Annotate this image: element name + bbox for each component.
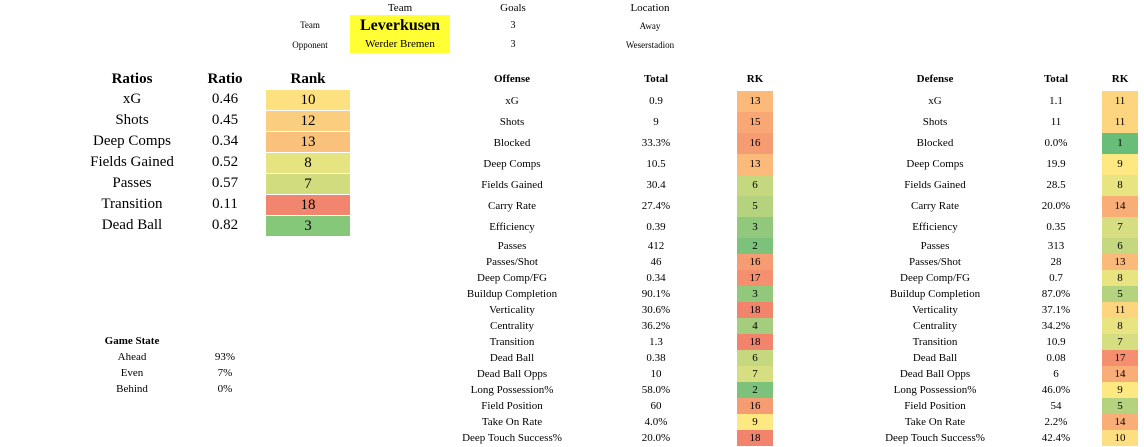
ratio-rank-cell: 13 xyxy=(266,132,350,152)
game-state-title: Game State xyxy=(104,335,160,347)
defense-rank-cell: 14 xyxy=(1102,366,1138,382)
offense-metric-total: 9 xyxy=(653,116,659,128)
ratio-rank-cell: 7 xyxy=(266,174,350,194)
offense-rank-cell: 16 xyxy=(737,398,773,414)
defense-metric-label: Take On Rate xyxy=(904,416,966,428)
rank-header: Rank xyxy=(290,71,326,87)
offense-metric-label: Verticality xyxy=(489,304,535,316)
ratio-rank-cell: 3 xyxy=(266,216,350,236)
team-goals: 3 xyxy=(510,20,516,31)
offense-metric-label: Field Position xyxy=(481,400,543,412)
opponent-goals: 3 xyxy=(510,39,516,50)
defense-metric-label: Dead Ball xyxy=(912,352,958,364)
defense-rk-header: RK xyxy=(1111,73,1129,85)
defense-metric-total: 11 xyxy=(1050,116,1062,128)
defense-metric-total: 0.08 xyxy=(1046,352,1066,364)
ratio-value: 0.57 xyxy=(211,175,239,191)
defense-metric-total: 28.5 xyxy=(1046,179,1066,191)
game-state-label: Even xyxy=(120,367,144,379)
offense-rank-cell: 2 xyxy=(737,238,773,254)
defense-metric-total: 20.0% xyxy=(1041,200,1071,212)
offense-total-header: Total xyxy=(643,73,669,85)
offense-metric-label: Passes/Shot xyxy=(486,256,538,268)
defense-rank-cell: 8 xyxy=(1102,175,1138,196)
ratio-label: Transition xyxy=(101,196,163,212)
game-state-value: 93% xyxy=(214,351,236,363)
ratio-rank-cell: 12 xyxy=(266,111,350,131)
ratio-value: 0.82 xyxy=(211,217,239,233)
defense-metric-total: 0.0% xyxy=(1044,137,1068,149)
defense-metric-label: Centrality xyxy=(913,320,957,332)
offense-metric-label: Blocked xyxy=(493,137,531,149)
defense-rank-cell: 5 xyxy=(1102,286,1138,302)
defense-rank-cell: 14 xyxy=(1102,196,1138,217)
offense-metric-label: Carry Rate xyxy=(488,200,536,212)
offense-rank-cell: 5 xyxy=(737,196,773,217)
defense-metric-total: 313 xyxy=(1047,240,1065,252)
defense-rank-cell: 11 xyxy=(1102,91,1138,112)
defense-metric-label: Transition xyxy=(912,336,958,348)
offense-metric-total: 58.0% xyxy=(641,384,671,396)
defense-metric-label: Fields Gained xyxy=(904,179,966,191)
defense-metric-total: 34.2% xyxy=(1041,320,1071,332)
defense-metric-label: Buildup Completion xyxy=(889,288,981,300)
offense-metric-total: 33.3% xyxy=(641,137,671,149)
defense-metric-label: xG xyxy=(928,95,942,107)
game-state-value: 7% xyxy=(217,367,233,379)
offense-metric-label: Take On Rate xyxy=(481,416,543,428)
offense-metric-total: 0.39 xyxy=(646,221,666,233)
offense-rank-cell: 7 xyxy=(737,366,773,382)
team-name: Leverkusen xyxy=(360,17,440,34)
ratio-value: 0.45 xyxy=(211,112,239,128)
offense-metric-total: 60 xyxy=(650,400,662,412)
offense-rank-cell: 2 xyxy=(737,382,773,398)
ratio-rank-cell: 10 xyxy=(266,90,350,110)
defense-metric-label: Deep Comp/FG xyxy=(900,272,970,284)
offense-metric-label: Passes xyxy=(497,240,527,252)
defense-metric-label: Efficiency xyxy=(912,221,958,233)
defense-metric-label: Field Position xyxy=(904,400,966,412)
opponent-name: Werder Bremen xyxy=(365,38,435,50)
defense-rank-cell: 9 xyxy=(1102,154,1138,175)
offense-metric-label: Dead Ball xyxy=(489,352,535,364)
opponent-location: Weserstadion xyxy=(625,40,675,50)
offense-rank-cell: 13 xyxy=(737,91,773,112)
defense-rank-cell: 17 xyxy=(1102,350,1138,366)
offense-metric-label: Efficiency xyxy=(489,221,535,233)
defense-rank-cell: 11 xyxy=(1102,112,1138,133)
defense-rank-cell: 8 xyxy=(1102,318,1138,334)
defense-rank-cell: 9 xyxy=(1102,382,1138,398)
offense-metric-label: Buildup Completion xyxy=(466,288,558,300)
offense-metric-total: 0.9 xyxy=(649,95,663,107)
defense-metric-total: 19.9 xyxy=(1046,158,1066,170)
offense-metric-total: 46 xyxy=(650,256,662,268)
offense-rank-cell: 6 xyxy=(737,175,773,196)
game-state-value: 0% xyxy=(217,383,233,395)
defense-metric-label: Long Possession% xyxy=(893,384,977,396)
location-column-header: Location xyxy=(630,2,670,14)
offense-rank-cell: 16 xyxy=(737,133,773,154)
offense-metric-total: 27.4% xyxy=(641,200,671,212)
team-location: Away xyxy=(639,21,661,31)
defense-metric-total: 28 xyxy=(1050,256,1062,268)
defense-metric-total: 46.0% xyxy=(1041,384,1071,396)
offense-metric-label: Fields Gained xyxy=(481,179,543,191)
ratio-label: Fields Gained xyxy=(90,154,174,170)
offense-metric-total: 412 xyxy=(647,240,665,252)
ratio-label: xG xyxy=(122,91,142,107)
defense-rank-cell: 6 xyxy=(1102,238,1138,254)
opponent-row-label: Opponent xyxy=(292,40,328,50)
offense-metric-label: Deep Comps xyxy=(483,158,541,170)
ratio-value: 0.46 xyxy=(211,91,239,107)
offense-rank-cell: 18 xyxy=(737,302,773,318)
game-state-label: Ahead xyxy=(117,351,147,363)
offense-metric-label: Deep Comp/FG xyxy=(477,272,547,284)
defense-metric-label: Passes/Shot xyxy=(909,256,961,268)
defense-rank-cell: 7 xyxy=(1102,334,1138,350)
ratio-value: 0.11 xyxy=(212,196,238,212)
offense-metric-total: 30.4 xyxy=(646,179,666,191)
ratios-header: Ratios xyxy=(111,71,153,87)
defense-metric-label: Deep Touch Success% xyxy=(885,432,985,444)
ratio-label: Deep Comps xyxy=(93,133,171,149)
offense-metric-label: Deep Touch Success% xyxy=(462,432,562,444)
defense-rank-cell: 7 xyxy=(1102,217,1138,238)
defense-metric-total: 87.0% xyxy=(1041,288,1071,300)
defense-metric-total: 0.7 xyxy=(1049,272,1063,284)
defense-rank-cell: 13 xyxy=(1102,254,1138,270)
offense-metric-total: 10.5 xyxy=(646,158,666,170)
offense-metric-total: 0.38 xyxy=(646,352,666,364)
offense-rank-cell: 18 xyxy=(737,334,773,350)
offense-rank-cell: 16 xyxy=(737,254,773,270)
offense-rk-header: RK xyxy=(746,73,764,85)
defense-metric-label: Dead Ball Opps xyxy=(899,368,971,380)
offense-metric-label: Shots xyxy=(499,116,525,128)
offense-metric-total: 1.3 xyxy=(649,336,663,348)
offense-metric-label: Dead Ball Opps xyxy=(476,368,548,380)
goals-column-header: Goals xyxy=(500,2,526,14)
offense-metric-label: Transition xyxy=(489,336,535,348)
defense-metric-total: 42.4% xyxy=(1041,432,1071,444)
defense-metric-total: 6 xyxy=(1053,368,1059,380)
offense-rank-cell: 3 xyxy=(737,286,773,302)
defense-metric-total: 0.35 xyxy=(1046,221,1066,233)
defense-header: Defense xyxy=(916,73,954,85)
offense-metric-total: 36.2% xyxy=(641,320,671,332)
ratio-header: Ratio xyxy=(207,71,243,87)
offense-rank-cell: 9 xyxy=(737,414,773,430)
defense-metric-label: Blocked xyxy=(916,137,954,149)
game-state-label: Behind xyxy=(116,383,148,395)
offense-rank-cell: 15 xyxy=(737,112,773,133)
defense-metric-label: Passes xyxy=(920,240,950,252)
offense-rank-cell: 3 xyxy=(737,217,773,238)
offense-rank-cell: 17 xyxy=(737,270,773,286)
defense-rank-cell: 14 xyxy=(1102,414,1138,430)
defense-metric-label: Verticality xyxy=(912,304,958,316)
offense-metric-total: 90.1% xyxy=(641,288,671,300)
ratio-label: Shots xyxy=(115,112,149,128)
ratio-rank-cell: 18 xyxy=(266,195,350,215)
ratio-label: Dead Ball xyxy=(101,217,163,233)
defense-metric-label: Carry Rate xyxy=(911,200,959,212)
offense-metric-total: 10 xyxy=(650,368,662,380)
team-row-label: Team xyxy=(300,20,320,30)
defense-total-header: Total xyxy=(1043,73,1069,85)
defense-metric-total: 10.9 xyxy=(1046,336,1066,348)
offense-metric-label: Long Possession% xyxy=(470,384,554,396)
offense-rank-cell: 13 xyxy=(737,154,773,175)
offense-metric-label: Centrality xyxy=(490,320,534,332)
offense-metric-total: 20.0% xyxy=(641,432,671,444)
ratio-label: Passes xyxy=(112,175,152,191)
offense-metric-total: 30.6% xyxy=(641,304,671,316)
defense-metric-label: Shots xyxy=(922,116,948,128)
offense-metric-total: 0.34 xyxy=(646,272,666,284)
offense-rank-cell: 18 xyxy=(737,430,773,446)
defense-metric-total: 2.2% xyxy=(1044,416,1068,428)
ratio-value: 0.52 xyxy=(211,154,239,170)
offense-metric-total: 4.0% xyxy=(644,416,668,428)
defense-rank-cell: 8 xyxy=(1102,270,1138,286)
offense-metric-label: xG xyxy=(505,95,519,107)
defense-rank-cell: 11 xyxy=(1102,302,1138,318)
ratio-rank-cell: 8 xyxy=(266,153,350,173)
defense-metric-total: 1.1 xyxy=(1049,95,1063,107)
offense-rank-cell: 4 xyxy=(737,318,773,334)
defense-metric-total: 37.1% xyxy=(1041,304,1071,316)
defense-rank-cell: 1 xyxy=(1102,133,1138,154)
ratio-value: 0.34 xyxy=(211,133,239,149)
defense-metric-total: 54 xyxy=(1050,400,1062,412)
defense-rank-cell: 5 xyxy=(1102,398,1138,414)
defense-rank-cell: 10 xyxy=(1102,430,1138,446)
offense-header: Offense xyxy=(493,73,531,85)
offense-rank-cell: 6 xyxy=(737,350,773,366)
team-column-header: Team xyxy=(387,2,413,14)
defense-metric-label: Deep Comps xyxy=(906,158,964,170)
